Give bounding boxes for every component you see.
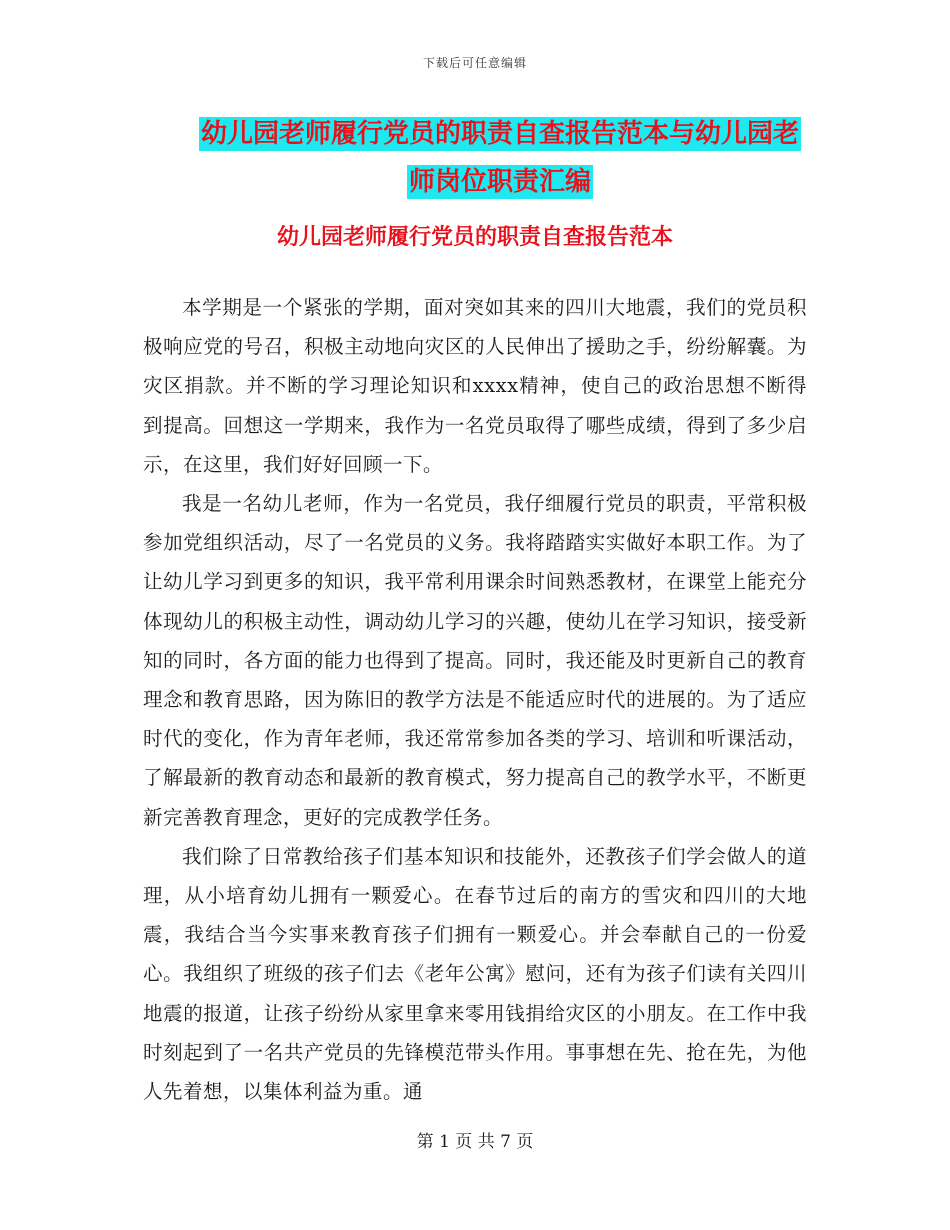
- title-line-1: [180, 110, 820, 158]
- header-note: 下载后可任意编辑: [422, 56, 527, 70]
- paragraph-2: 我是一名幼儿老师，作为一名党员，我仔细履行党员的职责，平常积极参加党组织活动，尽了一名党员的义务。我将踏踏实实做好本职工作。为了让幼儿学习到更多的知识，我平常利用课余时间熟悉教材，在课堂上能充分体现幼儿的积极主动性，调动幼儿学习的兴趣，使幼儿在学习知识，接受新知的同时，各方面的能力也得到了提高。同时，我还能及时更新自己的教育理念和教育思路，因为陈旧的教学方法是不能适应时代的进展的。为了适应时代的变化，作为青年老师，我还常常参加各类的学习、培训和听课活动，了解最新的教育动态和最新的教育模式，努力提高自己的教学水平，不断更新完善教育理念，更好的完成教学任务。: [143, 492, 807, 829]
- paragraph-1: 本学期是一个紧张的学期，面对突如其来的四川大地震，我们的党员积极响应党的号召，积极主动地向灾区的人民伸出了援助之手，纷纷解囊。为灾区捐款。并不断的学习理论知识和xxxx精神，使自己的政治思想不断得到提高。回想这一学期来，我作为一名党员取得了哪些成绩，得到了多少启示，在这里，我们好好回顾一下。: [143, 296, 807, 476]
- page-footer: 第 1 页 共 7 页: [416, 1132, 534, 1152]
- section-title: 幼儿园老师履行党员的职责自查报告范本: [276, 225, 673, 250]
- paragraph-3: 我们除了日常教给孩子们基本知识和技能外，还教孩子们学会做人的道理，从小培育幼儿拥有一颗爱心。在春节过后的南方的雪灾和四川的大地震，我结合当今实事来教育孩子们拥有一颗爱心。并会奉献自己的一份爱心。我组织了班级的孩子们去《老年公寓》慰问，还有为孩子们读有关四川地震的报道，让孩子纷纷从家里拿来零用钱捐给灾区的小朋友。在工作中我时刻起到了一名共产党员的先锋模范带头作用。事事想在先、抢在先，为他人先着想，以集体利益为重。通: [143, 844, 807, 1104]
- title-line-2-text: 师岗位职责汇编: [408, 167, 591, 197]
- title-line-2: [180, 158, 820, 206]
- title-line-1-text: 幼儿园老师履行党员的职责自查报告范本与幼儿园老: [200, 119, 799, 149]
- document-title: [180, 110, 820, 206]
- body-text: [143, 288, 807, 1111]
